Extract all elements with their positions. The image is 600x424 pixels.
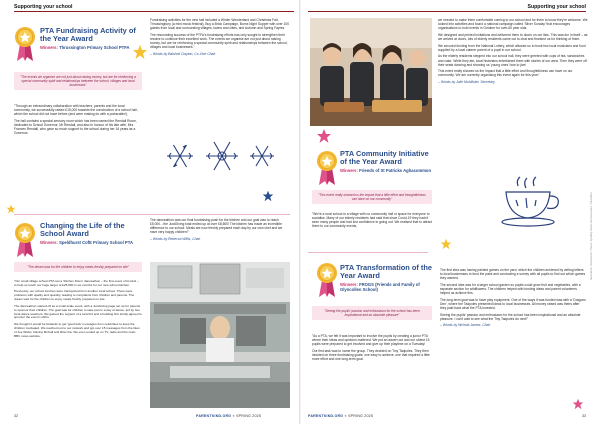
footer-site-left: PARENTKIND.ORG ● SPRING 2025 (196, 414, 262, 418)
transformation-body (312, 334, 434, 410)
paragraph: As the elderly residents stepped into our school hall, they were greeted with cups of tea, sandwiches and cake. While they ate, local historians entertained them with stories of our area. Then they were off their seats dancing and showing us 'young ones' how to jive! (438, 54, 587, 67)
header-rule-right (308, 11, 586, 12)
star-icon (132, 44, 148, 60)
paragraph: The first idea was having painted games on the yard, which the children achieved by writing letters to local businesses to fund the paint and conducting a survey with all pupils to find out which games they wanted. (440, 268, 586, 281)
right-page (300, 0, 600, 424)
snowflake-illustration (150, 134, 290, 178)
changing-life-winners: Winners: Speldhurst CofE Primary School PTA (40, 240, 133, 246)
teacup-illustration (496, 176, 576, 228)
paragraph: "We're a rural school in a village with no community hall or space for everyone to socialise. Many of our elderly residents had said that since Covid-19 they hadn't seen many people and had lost confidence in going out. We realised that to attract them to our community events, (312, 212, 432, 229)
transformation-quote: "Seeing the pupils' passion and enthusiasm for the school has been inspirational and an absolute pleasure" (312, 306, 432, 320)
fundraising-body (14, 104, 142, 212)
fundraising-quote: "The events we organise are not just about raising money, but are for reinforcing a special community spirit and relationships between the school, villages and local businesses" (14, 72, 142, 90)
community-body-col2 (438, 18, 588, 176)
star-icon (572, 398, 584, 410)
changing-life-heading (22, 222, 142, 245)
star-icon (440, 238, 452, 250)
award-ribbon-icon (14, 26, 36, 62)
award-ribbon-icon (316, 150, 338, 186)
star-icon (262, 190, 274, 202)
paragraph: "As a PTA, we felt it was important to involve the pupils by creating a junior PTA where their ideas and opinions mattered. We put an advert out and our oldest 15 pupils were prepared to get involved and give up their playtime on a Tuesday! (312, 334, 430, 347)
changing-life-quote: "The dream was for the children to enjoy meals freshly prepared on site" (14, 262, 142, 272)
paragraph: This event really showed us the impact that a little effort and thoughtfulness can have on our community. We are currently organising this event again for this year." (438, 69, 573, 78)
changing-life-body-col2 (150, 218, 290, 262)
star-icon (316, 128, 332, 144)
paragraph: The danceathon started off as a small-scale event, with a JustGiving page set up for parents to sponsor their children. The goal was for children to take part in a day of dance, led by two local dance teachers. We gained the support of a local DJ and a building firm kindly agreed to sponsor the event t-shirts. (14, 303, 142, 320)
page-number-left: 32 (14, 414, 18, 418)
section-label-left: Supporting your school (14, 4, 73, 10)
divider (308, 252, 428, 253)
fundraising-body-col2 (150, 18, 290, 148)
transformation-body-col2 (440, 268, 586, 410)
fundraising-winners: Winners: Thrussington Primary School PTFA (40, 45, 130, 51)
community-credit: – Words by Julie McAllister, Secretary (438, 80, 495, 85)
fundraising-heading (40, 27, 140, 50)
fundraising-title: PTA Fundraising Activity of the Year Award (40, 26, 136, 44)
paragraph: We secured funding from the National Lottery, which allowed us to book two local musicians and food supplied by a local caterer parent of a pupil in our school. (438, 43, 586, 52)
award-ribbon-icon (316, 262, 338, 298)
paragraph: we needed to make them comfortable coming to our school and for them to know they're welcome. We looked into activities and found a national campaign called 'Silver Sunday' that encourages organisations to hold events in October for over-60 year olds. (438, 18, 588, 31)
changing-life-title: Changing the Life of the School Award (40, 221, 125, 239)
paragraph: Previously, our school lunches were transported from another local school. There were problems with quality and quantity, leading to complaints from children and parents. The dream was for the children to enjoy meals freshly prepared on site. (14, 289, 135, 302)
transformation-title: PTA Transformation of the Year Award (340, 263, 432, 281)
star-icon (6, 204, 16, 214)
community-quote: "This event really showed us the impact that a little effort and thoughtfulness can have on our community" (312, 190, 432, 204)
page-number-right: 33 (582, 414, 586, 418)
paragraph: "Through an extraordinary collaboration with teachers, parents and the local community, we successfully raised £15,000 towards the construction of a school hall, which the school did not have before (and were making do with a portacabin!). (14, 104, 138, 117)
paragraph: Our first task was to name the group. They decided on Tiny Tadpoles. They then decided on three fundraising goals: one easy to achieve, one that required a little more effort and one long-term goal. (312, 348, 430, 362)
footer-site-right: PARENTKIND.ORG ● SPRING 2025 (308, 414, 374, 418)
transformation-credit: – Words by Nichola James, Chair (440, 323, 491, 328)
paragraph: The long-term goal was to have play equipment. One of the ways it was funded was with a 'Dragons Den', where the Tadpoles presented ideas to local businesses. All money raised was theirs after they paid back what the PTA invested. (440, 297, 586, 310)
transformation-winners: Winners: FROGS (Friends and Family of Glyncollen School) (340, 282, 420, 293)
section-label-right: Supporting your school (527, 4, 586, 10)
changing-life-body (14, 280, 142, 410)
volunteers-photo (310, 18, 432, 126)
community-title: PTA Community Initiative of the Year Award (340, 149, 429, 167)
changing-life-credit: – Words by Rebecca Willis, Chair (150, 236, 201, 241)
paragraph: We designed and printed invitations and delivered them to doors on our lists. This was fun in itself – as we arrived at doors, lots of elderly residents came out to chat and thanked us for thinking of them. (438, 32, 588, 41)
paragraph: The danceathon was our final fundraising push for the kitchen and our goal was to reach £5,000…the JustGiving total ended up at over £8,600! The kitchen has made an incredible difference to our school. Meals are now freshly prepared each day by our own chef and we have very happy children!" (150, 218, 283, 235)
community-winners: Winners: Friends of St Patricks Aghacommon (340, 168, 432, 174)
kitchen-photo (150, 262, 290, 408)
divider (14, 214, 290, 215)
community-heading (340, 150, 436, 173)
photo-credit: Illustrations: Shutterstock; Photos: Spelding Davies and Associates, Parentkind (590, 192, 593, 280)
fundraising-credit: – Words by Baisholi Clayton, Co-Vice Chair (150, 51, 216, 56)
paragraph: The second idea was for a larger school garden so pupils could grow fruit and vegetables, with a separate section for wildflowers. The children helped with funding ideas and parent volunteers helped us achieve this. (440, 282, 581, 296)
paragraph: We thought it would be fantastic to get 'good luck' messages from celebrities to keep the children motivated. We reached out to our network and got over 15 messages from the likes of Joe Wicks, Davina McCall and Rita Ora. We even ended up on TV, radio and the main BBC news website. (14, 321, 140, 338)
transformation-heading (340, 264, 436, 292)
paragraph: Seeing the pupils' passion and enthusiasm for the school has been inspirational and an absolute pleasure. I can't wait to see what the Tiny Tadpoles do next!" (440, 312, 581, 321)
paragraph: The resounding success of the PTFA's fundraising efforts has only sought to strengthen their resolve to continue their excellent work. The events we organise are not just about raising money, but are for reinforcing a special community spirit and relationships between the school, villages and local businesses." (150, 32, 288, 50)
paragraph: "Our small village school PTA ran a 'Kitchen Disco' danceathon – the first event of its kind – to help us reach our huge target of £25,000 in six months for our new school kitchen. (14, 280, 139, 287)
paragraph: Fundraising activities for the new hall included a Winter Wonderland and Christmas Fair, Thrussingbury (a mini music festival), Buy a Brick Campaign, Burns Night Supper with over 100 guests from local and surrounding villages, towns and cities, and Autumn and Spring Fayres. (150, 18, 290, 31)
community-body (312, 212, 434, 246)
paragraph: The hall contains a special sensory room which has been named the Rendall Room, dedicated to School Governor, Mr Rendall, and also in honour of his late wife, Mrs Frances Rendall, who gave so much support to the school during her 16 years as a Governor. (14, 118, 137, 136)
header-rule-left (14, 11, 294, 12)
